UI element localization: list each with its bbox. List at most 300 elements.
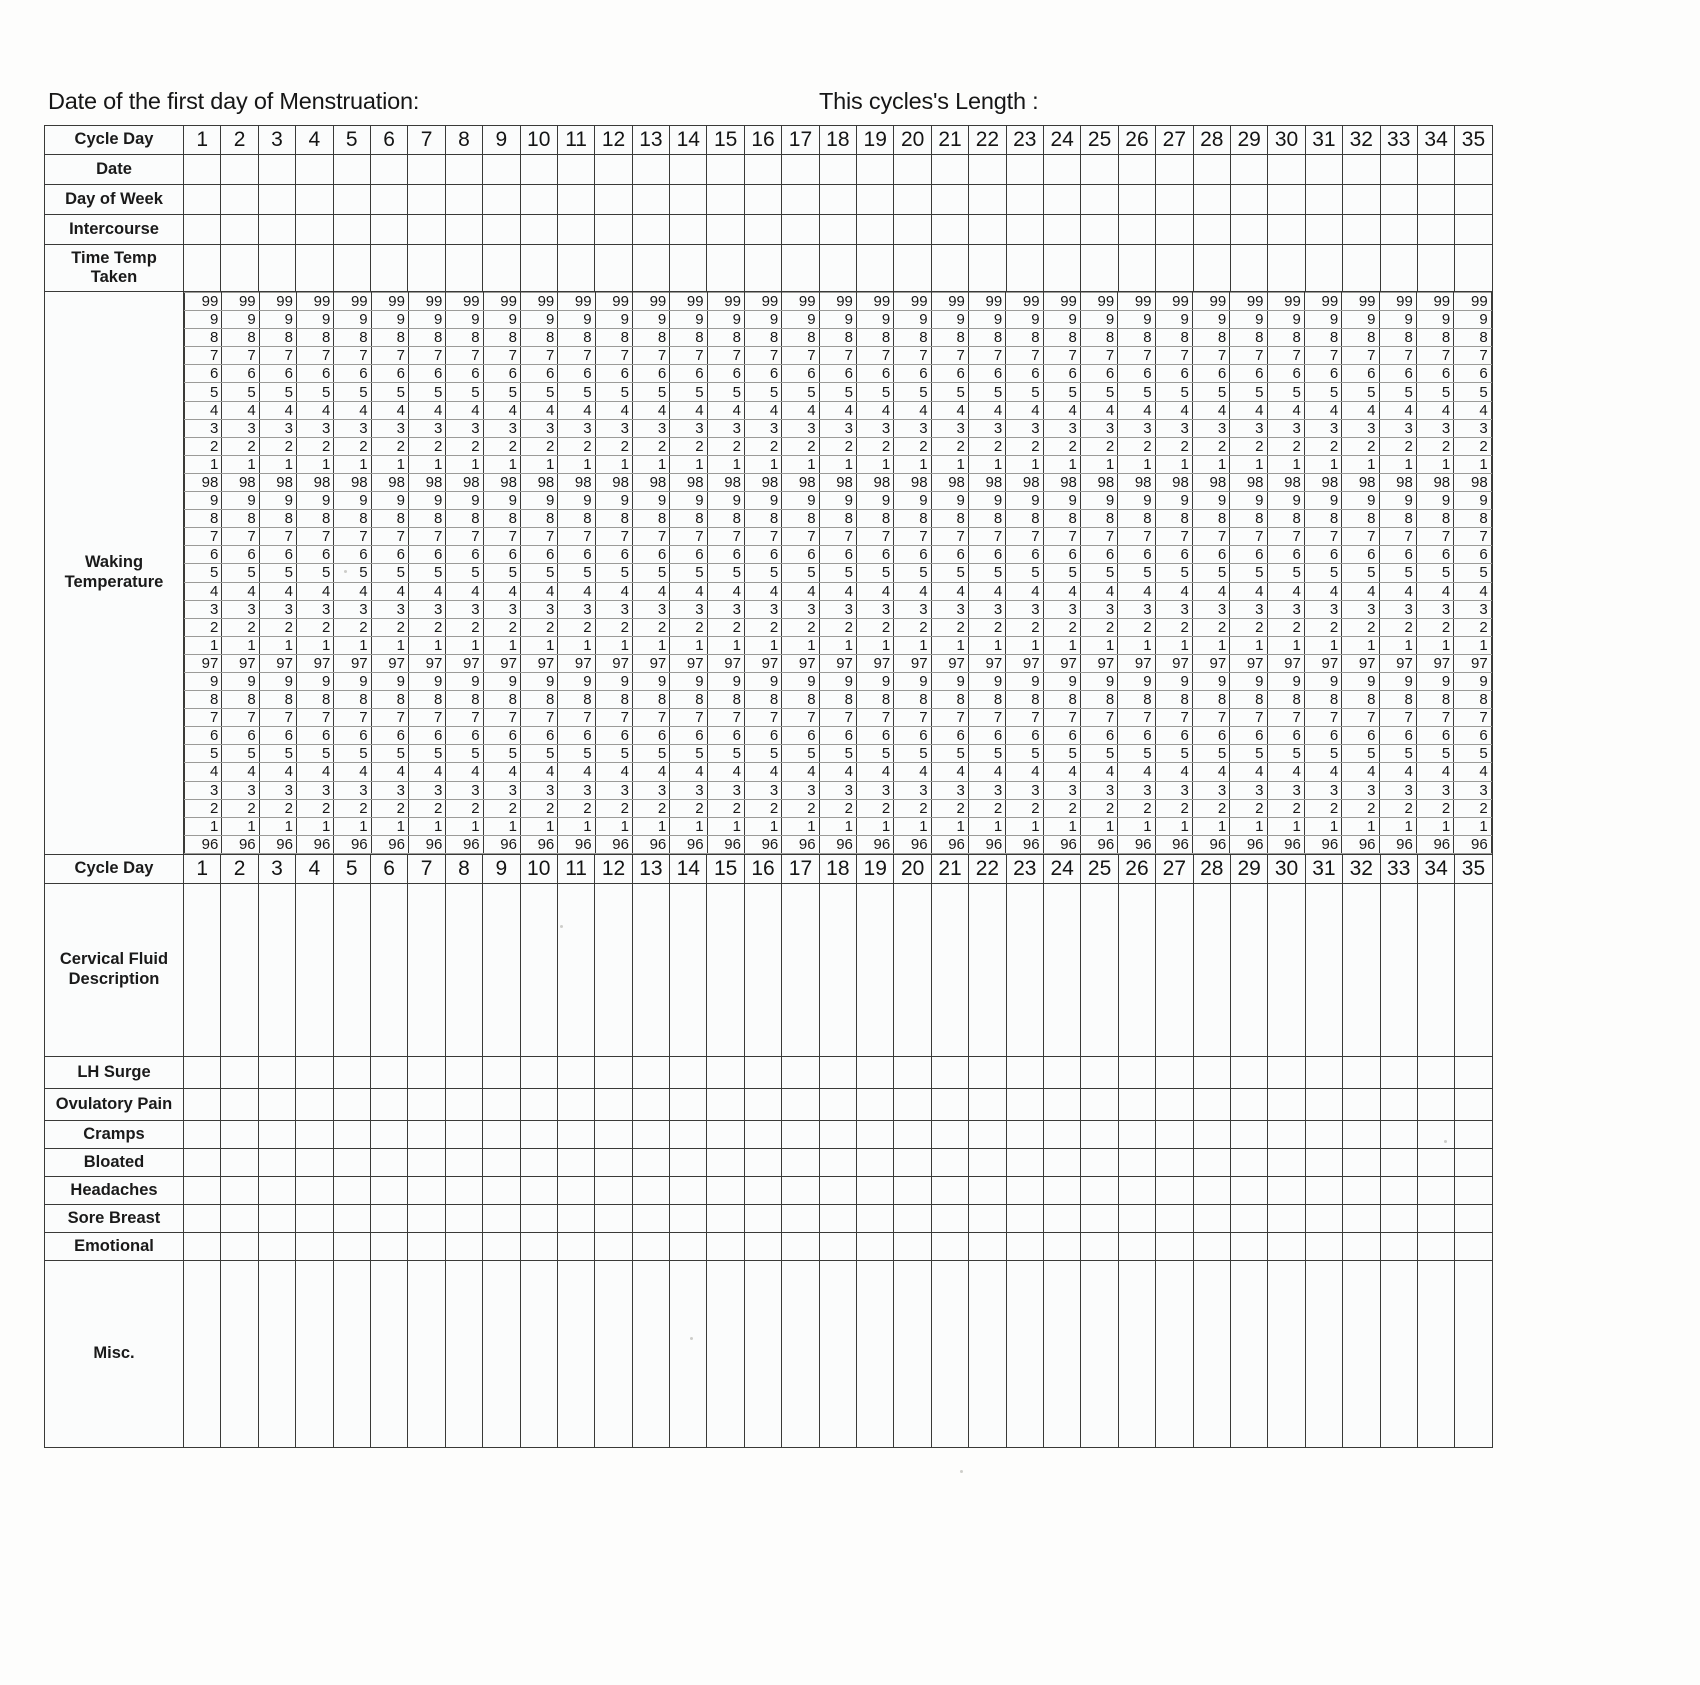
- temp-cell-day-20-value-99[interactable]: 99: [894, 293, 931, 311]
- cervical_fluid-cell-day-4[interactable]: [296, 883, 333, 1056]
- temp-cell-day-23-value-7[interactable]: 7: [1006, 709, 1043, 727]
- emotional-cell-day-34[interactable]: [1417, 1232, 1454, 1260]
- time_temp-cell-day-26[interactable]: [1118, 245, 1155, 292]
- temp-cell-day-35-value-9[interactable]: 9: [1454, 311, 1492, 329]
- date-cell-day-20[interactable]: [894, 155, 931, 185]
- temp-cell-day-3-value-6[interactable]: 6: [259, 365, 296, 383]
- cramps-cell-day-33[interactable]: [1380, 1120, 1417, 1148]
- temp-cell-day-6-value-1[interactable]: 1: [371, 455, 408, 473]
- temp-cell-day-31-value-5[interactable]: 5: [1304, 383, 1341, 401]
- cervical_fluid-cell-day-11[interactable]: [557, 883, 594, 1056]
- cramps-cell-day-20[interactable]: [894, 1120, 931, 1148]
- temp-cell-day-28-value-3[interactable]: 3: [1192, 600, 1229, 618]
- temp-cell-day-17-value-5[interactable]: 5: [782, 383, 819, 401]
- emotional-cell-day-33[interactable]: [1380, 1232, 1417, 1260]
- temp-cell-day-17-value-9[interactable]: 9: [782, 672, 819, 690]
- temp-cell-day-30-value-7[interactable]: 7: [1267, 347, 1304, 365]
- temp-cell-day-34-value-8[interactable]: 8: [1416, 691, 1453, 709]
- temp-cell-day-20-value-6[interactable]: 6: [894, 727, 931, 745]
- temp-cell-day-13-value-9[interactable]: 9: [632, 492, 669, 510]
- cramps-cell-day-13[interactable]: [632, 1120, 669, 1148]
- temp-cell-day-31-value-2[interactable]: 2: [1304, 437, 1341, 455]
- temp-cell-day-23-value-9[interactable]: 9: [1006, 311, 1043, 329]
- temp-cell-day-12-value-7[interactable]: 7: [595, 347, 632, 365]
- temp-cell-day-21-value-7[interactable]: 7: [931, 528, 968, 546]
- lh_surge-cell-day-24[interactable]: [1043, 1056, 1080, 1088]
- temp-cell-day-11-value-5[interactable]: 5: [558, 383, 595, 401]
- time_temp-cell-day-21[interactable]: [931, 245, 968, 292]
- temp-cell-day-33-value-9[interactable]: 9: [1379, 672, 1416, 690]
- temp-cell-day-18-value-6[interactable]: 6: [819, 727, 856, 745]
- temp-cell-day-33-value-7[interactable]: 7: [1379, 347, 1416, 365]
- cervical_fluid-cell-day-32[interactable]: [1343, 883, 1380, 1056]
- temp-cell-day-13-value-5[interactable]: 5: [632, 383, 669, 401]
- temp-cell-day-17-value-3[interactable]: 3: [782, 781, 819, 799]
- temp-cell-day-10-value-4[interactable]: 4: [520, 763, 557, 781]
- temp-cell-day-10-value-7[interactable]: 7: [520, 528, 557, 546]
- temp-cell-day-3-value-98[interactable]: 98: [259, 473, 296, 491]
- temp-cell-day-7-value-9[interactable]: 9: [408, 492, 445, 510]
- temp-cell-day-20-value-98[interactable]: 98: [894, 473, 931, 491]
- temp-cell-day-27-value-2[interactable]: 2: [1155, 437, 1192, 455]
- headaches-cell-day-7[interactable]: [408, 1176, 445, 1204]
- temp-cell-day-21-value-4[interactable]: 4: [931, 401, 968, 419]
- temp-cell-day-4-value-6[interactable]: 6: [296, 546, 333, 564]
- temp-cell-day-15-value-3[interactable]: 3: [707, 419, 744, 437]
- temp-cell-day-10-value-4[interactable]: 4: [520, 401, 557, 419]
- cervical_fluid-cell-day-9[interactable]: [483, 883, 520, 1056]
- temp-cell-day-30-value-2[interactable]: 2: [1267, 799, 1304, 817]
- lh_surge-cell-day-15[interactable]: [707, 1056, 744, 1088]
- temp-cell-day-25-value-9[interactable]: 9: [1080, 311, 1117, 329]
- temp-cell-day-30-value-8[interactable]: 8: [1267, 329, 1304, 347]
- temp-cell-day-3-value-3[interactable]: 3: [259, 600, 296, 618]
- temp-cell-day-7-value-96[interactable]: 96: [408, 835, 445, 853]
- temp-cell-day-32-value-3[interactable]: 3: [1342, 781, 1379, 799]
- misc-cell-day-11[interactable]: [557, 1260, 594, 1447]
- misc-cell-day-27[interactable]: [1156, 1260, 1193, 1447]
- temp-cell-day-4-value-7[interactable]: 7: [296, 528, 333, 546]
- temp-cell-day-4-value-5[interactable]: 5: [296, 745, 333, 763]
- temp-cell-day-17-value-5[interactable]: 5: [782, 564, 819, 582]
- temp-cell-day-25-value-97[interactable]: 97: [1080, 654, 1117, 672]
- temp-cell-day-17-value-8[interactable]: 8: [782, 329, 819, 347]
- temp-cell-day-4-value-2[interactable]: 2: [296, 437, 333, 455]
- temp-cell-day-29-value-4[interactable]: 4: [1230, 582, 1267, 600]
- temp-cell-day-19-value-9[interactable]: 9: [856, 492, 893, 510]
- misc-cell-day-18[interactable]: [819, 1260, 856, 1447]
- time_temp-cell-day-19[interactable]: [857, 245, 894, 292]
- headaches-cell-day-2[interactable]: [221, 1176, 258, 1204]
- temp-cell-day-24-value-99[interactable]: 99: [1043, 293, 1080, 311]
- temp-cell-day-14-value-9[interactable]: 9: [670, 672, 707, 690]
- misc-cell-day-15[interactable]: [707, 1260, 744, 1447]
- temp-cell-day-10-value-1[interactable]: 1: [520, 817, 557, 835]
- temp-cell-day-4-value-5[interactable]: 5: [296, 564, 333, 582]
- temp-cell-day-19-value-7[interactable]: 7: [856, 709, 893, 727]
- temp-cell-day-15-value-6[interactable]: 6: [707, 365, 744, 383]
- temp-cell-day-28-value-3[interactable]: 3: [1192, 781, 1229, 799]
- temp-cell-day-23-value-1[interactable]: 1: [1006, 817, 1043, 835]
- temp-cell-day-19-value-9[interactable]: 9: [856, 311, 893, 329]
- temp-cell-day-14-value-8[interactable]: 8: [670, 510, 707, 528]
- misc-cell-day-13[interactable]: [632, 1260, 669, 1447]
- temp-cell-day-9-value-9[interactable]: 9: [483, 672, 520, 690]
- time_temp-cell-day-18[interactable]: [819, 245, 856, 292]
- temp-cell-day-7-value-9[interactable]: 9: [408, 311, 445, 329]
- sore_breast-cell-day-20[interactable]: [894, 1204, 931, 1232]
- temp-cell-day-21-value-9[interactable]: 9: [931, 492, 968, 510]
- temp-cell-day-8-value-1[interactable]: 1: [446, 817, 483, 835]
- sore_breast-cell-day-11[interactable]: [557, 1204, 594, 1232]
- temp-cell-day-2-value-1[interactable]: 1: [222, 455, 259, 473]
- temp-cell-day-7-value-3[interactable]: 3: [408, 600, 445, 618]
- sore_breast-cell-day-34[interactable]: [1417, 1204, 1454, 1232]
- cramps-cell-day-6[interactable]: [370, 1120, 407, 1148]
- ovulatory_pain-cell-day-25[interactable]: [1081, 1088, 1118, 1120]
- temp-cell-day-18-value-8[interactable]: 8: [819, 510, 856, 528]
- temp-cell-day-34-value-1[interactable]: 1: [1416, 455, 1453, 473]
- date-cell-day-28[interactable]: [1193, 155, 1230, 185]
- temp-cell-day-31-value-1[interactable]: 1: [1304, 455, 1341, 473]
- sore_breast-cell-day-32[interactable]: [1343, 1204, 1380, 1232]
- temp-cell-day-12-value-3[interactable]: 3: [595, 781, 632, 799]
- temp-cell-day-7-value-99[interactable]: 99: [408, 293, 445, 311]
- headaches-cell-day-19[interactable]: [857, 1176, 894, 1204]
- cramps-cell-day-8[interactable]: [445, 1120, 482, 1148]
- cervical_fluid-cell-day-16[interactable]: [744, 883, 781, 1056]
- temp-cell-day-8-value-8[interactable]: 8: [446, 691, 483, 709]
- temp-cell-day-8-value-4[interactable]: 4: [446, 401, 483, 419]
- cervical_fluid-cell-day-33[interactable]: [1380, 883, 1417, 1056]
- emotional-cell-day-22[interactable]: [969, 1232, 1006, 1260]
- temp-cell-day-5-value-9[interactable]: 9: [334, 672, 371, 690]
- misc-cell-day-32[interactable]: [1343, 1260, 1380, 1447]
- temp-cell-day-26-value-2[interactable]: 2: [1118, 618, 1155, 636]
- lh_surge-cell-day-16[interactable]: [744, 1056, 781, 1088]
- sore_breast-cell-day-1[interactable]: [184, 1204, 221, 1232]
- temp-cell-day-15-value-7[interactable]: 7: [707, 528, 744, 546]
- temp-cell-day-32-value-9[interactable]: 9: [1342, 492, 1379, 510]
- temp-cell-day-1-value-3[interactable]: 3: [185, 600, 222, 618]
- lh_surge-cell-day-8[interactable]: [445, 1056, 482, 1088]
- temp-cell-day-18-value-5[interactable]: 5: [819, 564, 856, 582]
- temp-cell-day-4-value-1[interactable]: 1: [296, 636, 333, 654]
- temp-cell-day-13-value-96[interactable]: 96: [632, 835, 669, 853]
- temp-cell-day-24-value-97[interactable]: 97: [1043, 654, 1080, 672]
- day_of_week-cell-day-27[interactable]: [1156, 185, 1193, 215]
- temp-cell-day-28-value-5[interactable]: 5: [1192, 745, 1229, 763]
- ovulatory_pain-cell-day-2[interactable]: [221, 1088, 258, 1120]
- day_of_week-cell-day-33[interactable]: [1380, 185, 1417, 215]
- temp-cell-day-18-value-4[interactable]: 4: [819, 763, 856, 781]
- temp-cell-day-10-value-96[interactable]: 96: [520, 835, 557, 853]
- time_temp-cell-day-23[interactable]: [1006, 245, 1043, 292]
- temp-cell-day-27-value-4[interactable]: 4: [1155, 763, 1192, 781]
- bloated-cell-day-14[interactable]: [670, 1148, 707, 1176]
- temp-cell-day-4-value-7[interactable]: 7: [296, 709, 333, 727]
- temp-cell-day-12-value-2[interactable]: 2: [595, 799, 632, 817]
- temp-cell-day-23-value-9[interactable]: 9: [1006, 492, 1043, 510]
- day_of_week-cell-day-23[interactable]: [1006, 185, 1043, 215]
- cramps-cell-day-23[interactable]: [1006, 1120, 1043, 1148]
- temp-cell-day-12-value-8[interactable]: 8: [595, 691, 632, 709]
- temp-cell-day-6-value-6[interactable]: 6: [371, 546, 408, 564]
- temp-cell-day-23-value-3[interactable]: 3: [1006, 781, 1043, 799]
- temp-cell-day-15-value-97[interactable]: 97: [707, 654, 744, 672]
- ovulatory_pain-cell-day-23[interactable]: [1006, 1088, 1043, 1120]
- ovulatory_pain-cell-day-13[interactable]: [632, 1088, 669, 1120]
- temp-cell-day-31-value-97[interactable]: 97: [1304, 654, 1341, 672]
- ovulatory_pain-cell-day-15[interactable]: [707, 1088, 744, 1120]
- temp-cell-day-5-value-8[interactable]: 8: [334, 510, 371, 528]
- temp-cell-day-23-value-8[interactable]: 8: [1006, 510, 1043, 528]
- temp-cell-day-5-value-5[interactable]: 5: [334, 745, 371, 763]
- temp-cell-day-29-value-2[interactable]: 2: [1230, 618, 1267, 636]
- temp-cell-day-24-value-6[interactable]: 6: [1043, 365, 1080, 383]
- temp-cell-day-13-value-4[interactable]: 4: [632, 401, 669, 419]
- cervical_fluid-cell-day-3[interactable]: [258, 883, 295, 1056]
- temp-cell-day-23-value-3[interactable]: 3: [1006, 419, 1043, 437]
- temp-cell-day-28-value-6[interactable]: 6: [1192, 727, 1229, 745]
- bloated-cell-day-7[interactable]: [408, 1148, 445, 1176]
- temp-cell-day-33-value-4[interactable]: 4: [1379, 401, 1416, 419]
- temp-cell-day-1-value-8[interactable]: 8: [185, 329, 222, 347]
- time_temp-cell-day-17[interactable]: [782, 245, 819, 292]
- emotional-cell-day-30[interactable]: [1268, 1232, 1305, 1260]
- headaches-cell-day-4[interactable]: [296, 1176, 333, 1204]
- intercourse-cell-day-2[interactable]: [221, 215, 258, 245]
- temp-cell-day-6-value-3[interactable]: 3: [371, 781, 408, 799]
- temp-cell-day-10-value-5[interactable]: 5: [520, 564, 557, 582]
- bloated-cell-day-30[interactable]: [1268, 1148, 1305, 1176]
- temp-cell-day-30-value-6[interactable]: 6: [1267, 727, 1304, 745]
- intercourse-cell-day-11[interactable]: [557, 215, 594, 245]
- temp-cell-day-14-value-5[interactable]: 5: [670, 383, 707, 401]
- temp-cell-day-6-value-9[interactable]: 9: [371, 311, 408, 329]
- temp-cell-day-16-value-98[interactable]: 98: [744, 473, 781, 491]
- temp-cell-day-24-value-3[interactable]: 3: [1043, 419, 1080, 437]
- cervical_fluid-cell-day-10[interactable]: [520, 883, 557, 1056]
- temp-cell-day-2-value-4[interactable]: 4: [222, 582, 259, 600]
- temp-cell-day-5-value-7[interactable]: 7: [334, 528, 371, 546]
- temp-cell-day-1-value-9[interactable]: 9: [185, 311, 222, 329]
- sore_breast-cell-day-15[interactable]: [707, 1204, 744, 1232]
- temp-cell-day-11-value-1[interactable]: 1: [558, 636, 595, 654]
- temp-cell-day-33-value-8[interactable]: 8: [1379, 510, 1416, 528]
- temp-cell-day-20-value-2[interactable]: 2: [894, 799, 931, 817]
- temp-cell-day-16-value-8[interactable]: 8: [744, 510, 781, 528]
- time_temp-cell-day-7[interactable]: [408, 245, 445, 292]
- temp-cell-day-3-value-7[interactable]: 7: [259, 528, 296, 546]
- temp-cell-day-30-value-99[interactable]: 99: [1267, 293, 1304, 311]
- temp-cell-day-34-value-3[interactable]: 3: [1416, 600, 1453, 618]
- temp-cell-day-13-value-4[interactable]: 4: [632, 763, 669, 781]
- temp-cell-day-30-value-98[interactable]: 98: [1267, 473, 1304, 491]
- temp-cell-day-21-value-6[interactable]: 6: [931, 365, 968, 383]
- time_temp-cell-day-22[interactable]: [969, 245, 1006, 292]
- temp-cell-day-10-value-8[interactable]: 8: [520, 329, 557, 347]
- lh_surge-cell-day-1[interactable]: [184, 1056, 221, 1088]
- sore_breast-cell-day-4[interactable]: [296, 1204, 333, 1232]
- temp-cell-day-9-value-7[interactable]: 7: [483, 709, 520, 727]
- temp-cell-day-13-value-5[interactable]: 5: [632, 564, 669, 582]
- temp-cell-day-21-value-4[interactable]: 4: [931, 763, 968, 781]
- temp-cell-day-31-value-4[interactable]: 4: [1304, 401, 1341, 419]
- temp-cell-day-35-value-99[interactable]: 99: [1454, 293, 1492, 311]
- temp-cell-day-25-value-8[interactable]: 8: [1080, 691, 1117, 709]
- temp-cell-day-32-value-8[interactable]: 8: [1342, 510, 1379, 528]
- sore_breast-cell-day-22[interactable]: [969, 1204, 1006, 1232]
- ovulatory_pain-cell-day-22[interactable]: [969, 1088, 1006, 1120]
- temp-cell-day-24-value-8[interactable]: 8: [1043, 510, 1080, 528]
- temp-cell-day-16-value-6[interactable]: 6: [744, 365, 781, 383]
- time_temp-cell-day-9[interactable]: [483, 245, 520, 292]
- sore_breast-cell-day-6[interactable]: [370, 1204, 407, 1232]
- temp-cell-day-33-value-3[interactable]: 3: [1379, 600, 1416, 618]
- temp-cell-day-5-value-97[interactable]: 97: [334, 654, 371, 672]
- temp-cell-day-33-value-2[interactable]: 2: [1379, 799, 1416, 817]
- temp-cell-day-6-value-5[interactable]: 5: [371, 564, 408, 582]
- temp-cell-day-8-value-6[interactable]: 6: [446, 727, 483, 745]
- temp-cell-day-10-value-9[interactable]: 9: [520, 311, 557, 329]
- temp-cell-day-23-value-8[interactable]: 8: [1006, 691, 1043, 709]
- temp-cell-day-31-value-1[interactable]: 1: [1304, 817, 1341, 835]
- temp-cell-day-25-value-4[interactable]: 4: [1080, 401, 1117, 419]
- temp-cell-day-26-value-7[interactable]: 7: [1118, 528, 1155, 546]
- temp-cell-day-10-value-98[interactable]: 98: [520, 473, 557, 491]
- temp-cell-day-20-value-4[interactable]: 4: [894, 582, 931, 600]
- emotional-cell-day-1[interactable]: [184, 1232, 221, 1260]
- temp-cell-day-19-value-2[interactable]: 2: [856, 618, 893, 636]
- temp-cell-day-11-value-7[interactable]: 7: [558, 347, 595, 365]
- sore_breast-cell-day-5[interactable]: [333, 1204, 370, 1232]
- temp-cell-day-23-value-3[interactable]: 3: [1006, 600, 1043, 618]
- temp-cell-day-14-value-98[interactable]: 98: [670, 473, 707, 491]
- temp-cell-day-16-value-2[interactable]: 2: [744, 618, 781, 636]
- day_of_week-cell-day-21[interactable]: [931, 185, 968, 215]
- temp-cell-day-22-value-8[interactable]: 8: [968, 510, 1005, 528]
- temp-cell-day-4-value-4[interactable]: 4: [296, 401, 333, 419]
- temp-cell-day-9-value-2[interactable]: 2: [483, 618, 520, 636]
- day_of_week-cell-day-31[interactable]: [1305, 185, 1342, 215]
- temp-cell-day-29-value-9[interactable]: 9: [1230, 672, 1267, 690]
- temp-cell-day-33-value-7[interactable]: 7: [1379, 709, 1416, 727]
- temp-cell-day-24-value-5[interactable]: 5: [1043, 745, 1080, 763]
- date-cell-day-4[interactable]: [296, 155, 333, 185]
- temp-cell-day-34-value-8[interactable]: 8: [1416, 329, 1453, 347]
- headaches-cell-day-27[interactable]: [1156, 1176, 1193, 1204]
- headaches-cell-day-24[interactable]: [1043, 1176, 1080, 1204]
- temp-cell-day-14-value-5[interactable]: 5: [670, 564, 707, 582]
- temp-cell-day-24-value-7[interactable]: 7: [1043, 528, 1080, 546]
- temp-cell-day-22-value-2[interactable]: 2: [968, 437, 1005, 455]
- temp-cell-day-29-value-1[interactable]: 1: [1230, 636, 1267, 654]
- temp-cell-day-11-value-97[interactable]: 97: [558, 654, 595, 672]
- temp-cell-day-30-value-1[interactable]: 1: [1267, 455, 1304, 473]
- temp-cell-day-17-value-1[interactable]: 1: [782, 817, 819, 835]
- temp-cell-day-32-value-6[interactable]: 6: [1342, 727, 1379, 745]
- temp-cell-day-6-value-9[interactable]: 9: [371, 492, 408, 510]
- lh_surge-cell-day-19[interactable]: [857, 1056, 894, 1088]
- temp-cell-day-16-value-4[interactable]: 4: [744, 401, 781, 419]
- temp-cell-day-3-value-8[interactable]: 8: [259, 510, 296, 528]
- temp-cell-day-8-value-1[interactable]: 1: [446, 455, 483, 473]
- temp-cell-day-7-value-5[interactable]: 5: [408, 564, 445, 582]
- temp-cell-day-22-value-3[interactable]: 3: [968, 781, 1005, 799]
- temp-cell-day-9-value-6[interactable]: 6: [483, 546, 520, 564]
- temp-cell-day-29-value-9[interactable]: 9: [1230, 492, 1267, 510]
- temp-cell-day-12-value-6[interactable]: 6: [595, 546, 632, 564]
- temp-cell-day-25-value-4[interactable]: 4: [1080, 763, 1117, 781]
- temp-cell-day-14-value-3[interactable]: 3: [670, 781, 707, 799]
- temp-cell-day-33-value-1[interactable]: 1: [1379, 817, 1416, 835]
- temp-cell-day-17-value-8[interactable]: 8: [782, 510, 819, 528]
- day_of_week-cell-day-1[interactable]: [184, 185, 221, 215]
- temp-cell-day-8-value-99[interactable]: 99: [446, 293, 483, 311]
- temp-cell-day-35-value-3[interactable]: 3: [1454, 600, 1492, 618]
- headaches-cell-day-5[interactable]: [333, 1176, 370, 1204]
- temp-cell-day-10-value-2[interactable]: 2: [520, 618, 557, 636]
- temp-cell-day-5-value-98[interactable]: 98: [334, 473, 371, 491]
- temp-cell-day-7-value-3[interactable]: 3: [408, 781, 445, 799]
- temp-cell-day-15-value-2[interactable]: 2: [707, 799, 744, 817]
- temp-cell-day-29-value-7[interactable]: 7: [1230, 347, 1267, 365]
- cramps-cell-day-32[interactable]: [1343, 1120, 1380, 1148]
- cervical_fluid-cell-day-17[interactable]: [782, 883, 819, 1056]
- temp-cell-day-25-value-9[interactable]: 9: [1080, 492, 1117, 510]
- emotional-cell-day-3[interactable]: [258, 1232, 295, 1260]
- sore_breast-cell-day-31[interactable]: [1305, 1204, 1342, 1232]
- temp-cell-day-16-value-6[interactable]: 6: [744, 546, 781, 564]
- temp-cell-day-14-value-5[interactable]: 5: [670, 745, 707, 763]
- temp-cell-day-26-value-1[interactable]: 1: [1118, 817, 1155, 835]
- temp-cell-day-4-value-2[interactable]: 2: [296, 618, 333, 636]
- temp-cell-day-11-value-3[interactable]: 3: [558, 419, 595, 437]
- temp-cell-day-13-value-7[interactable]: 7: [632, 709, 669, 727]
- temp-cell-day-17-value-4[interactable]: 4: [782, 582, 819, 600]
- temp-cell-day-12-value-7[interactable]: 7: [595, 528, 632, 546]
- day_of_week-cell-day-26[interactable]: [1118, 185, 1155, 215]
- temp-cell-day-2-value-8[interactable]: 8: [222, 510, 259, 528]
- temp-cell-day-4-value-8[interactable]: 8: [296, 329, 333, 347]
- temp-cell-day-33-value-1[interactable]: 1: [1379, 636, 1416, 654]
- misc-cell-day-7[interactable]: [408, 1260, 445, 1447]
- temp-cell-day-30-value-4[interactable]: 4: [1267, 582, 1304, 600]
- temp-cell-day-28-value-99[interactable]: 99: [1192, 293, 1229, 311]
- temp-cell-day-8-value-3[interactable]: 3: [446, 419, 483, 437]
- temp-cell-day-7-value-1[interactable]: 1: [408, 817, 445, 835]
- temp-cell-day-4-value-9[interactable]: 9: [296, 492, 333, 510]
- sore_breast-cell-day-19[interactable]: [857, 1204, 894, 1232]
- time_temp-cell-day-11[interactable]: [557, 245, 594, 292]
- cramps-cell-day-15[interactable]: [707, 1120, 744, 1148]
- temp-cell-day-29-value-5[interactable]: 5: [1230, 564, 1267, 582]
- temp-cell-day-8-value-5[interactable]: 5: [446, 383, 483, 401]
- temp-cell-day-24-value-6[interactable]: 6: [1043, 727, 1080, 745]
- temp-cell-day-32-value-5[interactable]: 5: [1342, 564, 1379, 582]
- temp-cell-day-8-value-9[interactable]: 9: [446, 672, 483, 690]
- temp-cell-day-28-value-5[interactable]: 5: [1192, 564, 1229, 582]
- temp-cell-day-12-value-3[interactable]: 3: [595, 600, 632, 618]
- temp-cell-day-30-value-3[interactable]: 3: [1267, 781, 1304, 799]
- bloated-cell-day-11[interactable]: [557, 1148, 594, 1176]
- temp-cell-day-14-value-2[interactable]: 2: [670, 799, 707, 817]
- temp-cell-day-6-value-3[interactable]: 3: [371, 600, 408, 618]
- temp-cell-day-30-value-2[interactable]: 2: [1267, 618, 1304, 636]
- temp-cell-day-15-value-4[interactable]: 4: [707, 582, 744, 600]
- temp-cell-day-16-value-8[interactable]: 8: [744, 691, 781, 709]
